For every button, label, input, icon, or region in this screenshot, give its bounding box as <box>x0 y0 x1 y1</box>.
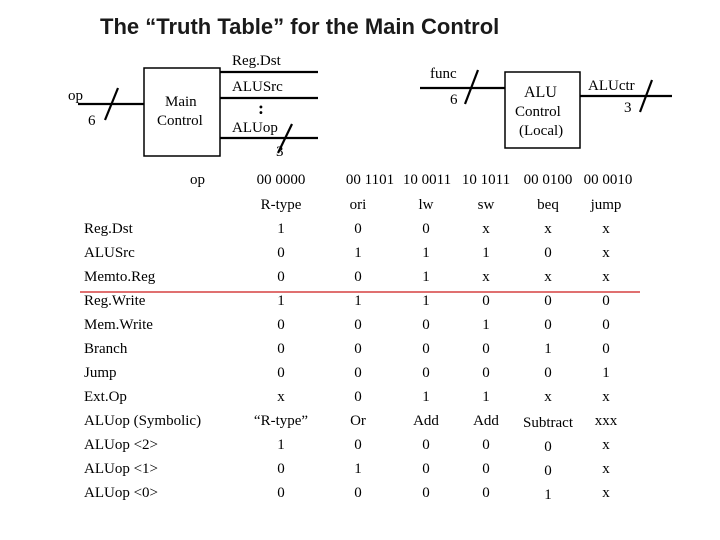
value-cell: Add <box>413 413 439 429</box>
op-header: op <box>190 172 205 188</box>
value-cell: 1 <box>422 293 430 309</box>
value-cell: 1 <box>482 245 490 261</box>
aluctr-width-label: 3 <box>624 100 632 116</box>
opcode-cell: 00 0100 <box>523 172 573 188</box>
op-width-label: 6 <box>88 113 96 129</box>
value-cell: x <box>602 269 610 285</box>
aluctr-output-label: ALUctr <box>588 78 635 94</box>
main-control-label-2: Control <box>157 113 203 129</box>
value-cell: 0 <box>277 341 285 357</box>
value-cell: 0 <box>354 221 362 237</box>
value-cell: 0 <box>354 365 362 381</box>
row-label: Memto.Reg <box>84 269 156 285</box>
value-cell: x <box>602 437 610 453</box>
row-label: Mem.Write <box>84 317 153 333</box>
instruction-cell: R-type <box>260 197 302 213</box>
value-cell: 1 <box>354 293 362 309</box>
value-cell: “R-type” <box>253 413 309 429</box>
value-cell: x <box>602 485 610 501</box>
value-cell: 0 <box>544 293 552 309</box>
page-title: The “Truth Table” for the Main Control <box>100 14 500 39</box>
value-cell: 0 <box>602 317 610 333</box>
value-cell: x <box>602 245 610 261</box>
value-cell: 1 <box>277 221 285 237</box>
instruction-cell: lw <box>418 197 434 213</box>
alu-control-label-3: (Local) <box>519 123 564 139</box>
value-cell: 0 <box>482 341 490 357</box>
regwrite-highlight-line <box>80 291 640 293</box>
value-cell: x <box>544 269 552 285</box>
value-cell: 1 <box>422 245 430 261</box>
opcode-cell: 00 0010 <box>583 172 633 188</box>
value-cell: 0 <box>354 269 362 285</box>
value-cell: 1 <box>422 269 430 285</box>
value-cell: 0 <box>277 485 285 501</box>
value-cell: 1 <box>482 389 490 405</box>
aluop-output-label: ALUop <box>232 120 278 136</box>
value-cell: x <box>602 461 610 477</box>
alu-control-label-1: ALU <box>524 84 557 101</box>
value-cell: 0 <box>482 365 490 381</box>
instruction-cell: ori <box>349 197 367 213</box>
value-cell: 0 <box>482 437 490 453</box>
value-cell: Add <box>473 413 499 429</box>
value-cell: 0 <box>422 437 430 453</box>
value-cell: 0 <box>544 463 552 479</box>
value-cell: 0 <box>354 341 362 357</box>
value-cell: 1 <box>277 293 285 309</box>
value-cell: 0 <box>422 317 430 333</box>
value-cell: 1 <box>482 317 490 333</box>
row-label: Reg.Write <box>84 293 146 309</box>
value-cell: 0 <box>277 245 285 261</box>
value-cell: 0 <box>354 437 362 453</box>
instruction-cell: jump <box>590 197 622 213</box>
value-cell: 0 <box>482 461 490 477</box>
value-cell: x <box>482 269 490 285</box>
value-cell: 0 <box>602 293 610 309</box>
value-cell: 1 <box>602 365 610 381</box>
row-label: Reg.Dst <box>84 221 133 237</box>
alu-control-label-2: Control <box>515 104 561 120</box>
opcode-cell: 10 1011 <box>461 172 511 188</box>
value-cell: 0 <box>544 317 552 333</box>
value-cell: 0 <box>354 317 362 333</box>
value-cell: x <box>544 221 552 237</box>
value-cell: 0 <box>277 317 285 333</box>
value-cell: xxx <box>594 413 618 429</box>
value-cell: 1 <box>354 461 362 477</box>
regdst-output-label: Reg.Dst <box>232 53 281 69</box>
value-cell: 0 <box>544 245 552 261</box>
row-label: Jump <box>84 365 117 381</box>
value-cell: x <box>602 389 610 405</box>
value-cell: 0 <box>422 485 430 501</box>
row-label: ALUop (Symbolic) <box>84 413 202 429</box>
row-label: ALUSrc <box>84 245 135 261</box>
row-label: ALUop <0> <box>84 485 158 501</box>
row-label: Ext.Op <box>84 389 127 405</box>
opcode-cell: 00 0000 <box>256 172 306 188</box>
value-cell: 0 <box>422 221 430 237</box>
value-cell: 0 <box>277 269 285 285</box>
value-cell: x <box>277 389 285 405</box>
main-control-label-1: Main <box>165 94 197 110</box>
value-cell: 1 <box>354 245 362 261</box>
value-cell: 0 <box>544 365 552 381</box>
instruction-cell: beq <box>537 197 559 213</box>
value-cell: 1 <box>544 487 552 503</box>
func-input-label: func <box>430 66 457 82</box>
value-cell: Subtract <box>523 415 573 431</box>
more-outputs-dots: : <box>258 98 264 118</box>
value-cell: 0 <box>422 341 430 357</box>
value-cell: 1 <box>422 389 430 405</box>
value-cell: 0 <box>277 365 285 381</box>
value-cell: 0 <box>277 461 285 477</box>
value-cell: 0 <box>544 439 552 455</box>
value-cell: 0 <box>482 485 490 501</box>
value-cell: 0 <box>422 365 430 381</box>
value-cell: 0 <box>354 485 362 501</box>
row-label: Branch <box>84 341 128 357</box>
instruction-cell: sw <box>477 197 495 213</box>
value-cell: Or <box>350 413 366 429</box>
value-cell: x <box>544 389 552 405</box>
value-cell: 0 <box>482 293 490 309</box>
row-label: ALUop <1> <box>84 461 158 477</box>
value-cell: 1 <box>277 437 285 453</box>
op-input-label: op <box>68 88 83 104</box>
value-cell: 0 <box>422 461 430 477</box>
value-cell: 0 <box>354 389 362 405</box>
opcode-cell: 00 1101 <box>345 172 395 188</box>
func-width-label: 6 <box>450 92 458 108</box>
value-cell: 0 <box>602 341 610 357</box>
value-cell: 1 <box>544 341 552 357</box>
value-cell: x <box>602 221 610 237</box>
opcode-cell: 10 0011 <box>402 172 452 188</box>
value-cell: x <box>482 221 490 237</box>
row-label: ALUop <2> <box>84 437 158 453</box>
aluop-width-label: 3 <box>276 144 284 160</box>
alusrc-output-label: ALUSrc <box>232 79 283 95</box>
